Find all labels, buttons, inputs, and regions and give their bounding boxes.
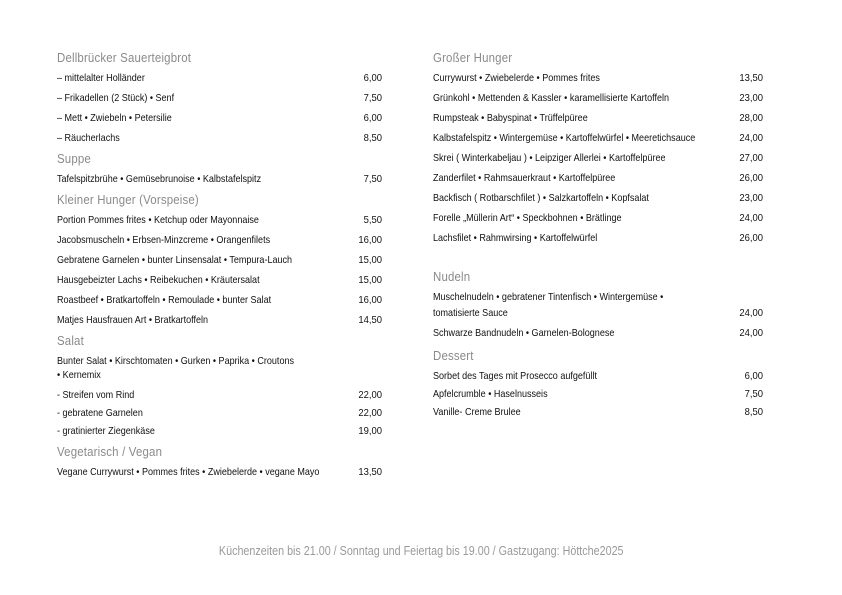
item-price: 6,00: [744, 370, 763, 382]
item-name: Matjes Hausfrauen Art • Bratkartoffeln: [57, 314, 209, 326]
menu-item: [57, 273, 382, 287]
menu-item: [433, 231, 763, 245]
item-price: 6,00: [363, 72, 382, 84]
item-price: 7,50: [744, 388, 763, 400]
menu-item-line1: [433, 290, 763, 304]
item-name: Currywurst • Zwiebelerde • Pommes frites: [433, 72, 600, 84]
item-price: 24,00: [739, 307, 763, 319]
section-dellbruecker: [57, 50, 382, 145]
menu-item: [57, 406, 382, 420]
item-name: Rumpsteak • Babyspinat • Trüffelpüree: [433, 112, 588, 124]
item-price: 8,50: [744, 406, 763, 418]
menu-item: [57, 424, 382, 438]
item-name: – Räucherlachs: [57, 132, 120, 144]
item-price: 22,00: [358, 407, 382, 419]
section-title: Nudeln: [433, 269, 471, 284]
section-title: Vegetarisch / Vegan: [57, 444, 163, 459]
item-name: • Kernemix: [57, 369, 101, 381]
item-name: Lachsfilet • Rahmwirsing • Kartoffelwürfel: [433, 232, 598, 244]
item-price: 27,00: [739, 152, 763, 164]
item-price: 8,50: [363, 132, 382, 144]
item-price: 7,50: [363, 173, 382, 185]
section-title: Dellbrücker Sauerteigbrot: [57, 50, 192, 65]
menu-item: [57, 172, 382, 186]
item-price: 28,00: [739, 112, 763, 124]
item-price: 19,00: [358, 425, 382, 437]
item-price: 26,00: [739, 172, 763, 184]
item-price: 23,00: [739, 92, 763, 104]
item-name: Apfelcrumble • Haselnusseis: [433, 388, 548, 400]
item-name: Jacobsmuscheln • Erbsen-Minzcreme • Orangenfilets: [57, 234, 271, 246]
item-price: 15,00: [358, 254, 382, 266]
section-title: Salat: [57, 333, 84, 348]
menu-item: [433, 151, 763, 165]
menu-item: [433, 171, 763, 185]
item-price: 14,50: [358, 314, 382, 326]
item-price: 22,00: [358, 389, 382, 401]
section-title: Suppe: [57, 151, 91, 166]
section-salat: [57, 333, 382, 438]
item-name: Skrei ( Winterkabeljau ) • Leipziger Allerlei • Kartoffelpüree: [433, 152, 666, 164]
item-price: 15,00: [358, 274, 382, 286]
item-name: Grünkohl • Mettenden & Kassler • karamellisierte Kartoffeln: [433, 92, 670, 104]
menu-item: [433, 306, 763, 320]
menu-item: [433, 369, 763, 383]
item-price: 24,00: [739, 132, 763, 144]
item-name: Roastbeef • Bratkartoffeln • Remoulade • bunter Salat: [57, 294, 272, 306]
item-name: Bunter Salat • Kirschtomaten • Gurken • Paprika • Croutons: [57, 355, 295, 367]
item-price: 5,50: [363, 214, 382, 226]
item-name: Gebratene Garnelen • bunter Linsensalat • Tempura-Lauch: [57, 254, 293, 266]
item-price: 24,00: [739, 327, 763, 339]
menu-item: [57, 91, 382, 105]
menu-item: [57, 71, 382, 85]
item-price: 16,00: [358, 294, 382, 306]
footer-kitchen-hours: [0, 544, 842, 558]
section-suppe: [57, 151, 382, 186]
menu-item: [433, 387, 763, 401]
item-name: - Streifen vom Rind: [57, 389, 135, 401]
item-name: – mittelalter Holländer: [57, 72, 145, 84]
section-grosser-hunger: [433, 50, 763, 245]
item-name: Muschelnudeln • gebratener Tintenfisch • Wintergemüse •: [433, 291, 664, 303]
menu-item: [57, 233, 382, 247]
menu-item: [433, 131, 763, 145]
item-price: 16,00: [358, 234, 382, 246]
item-name: tomatisierte Sauce: [433, 307, 508, 319]
menu-item: [433, 71, 763, 85]
section-title: Großer Hunger: [433, 50, 513, 65]
footer-text: Küchenzeiten bis 21.00 / Sonntag und Feiertag bis 19.00 / Gastzugang: Höttche2025: [218, 544, 624, 558]
menu-item: [57, 253, 382, 267]
menu-item: [433, 405, 763, 419]
menu-item: [57, 213, 382, 227]
item-name: Forelle „Müllerin Art“ • Speckbohnen • Brätlinge: [433, 212, 622, 224]
item-name: Sorbet des Tages mit Prosecco aufgefüllt: [433, 370, 597, 382]
item-price: 13,50: [358, 466, 382, 478]
section-title: Kleiner Hunger (Vorspeise): [57, 192, 199, 207]
menu-item: [433, 191, 763, 205]
item-price: 23,00: [739, 192, 763, 204]
menu-item: [57, 293, 382, 307]
item-name: Vanille- Creme Brulee: [433, 406, 521, 418]
menu-item: [57, 465, 382, 479]
section-title: Dessert: [433, 348, 474, 363]
item-name: Backfisch ( Rotbarschfilet ) • Salzkartoffeln • Kopfsalat: [433, 192, 649, 204]
salat-intro-cont: [57, 368, 382, 382]
menu-item: [433, 111, 763, 125]
menu-item: [57, 313, 382, 327]
section-nudeln: [433, 269, 763, 340]
menu-item: [57, 131, 382, 145]
menu-item: [433, 91, 763, 105]
item-name: Vegane Currywurst • Pommes frites • Zwiebelerde • vegane Mayo: [57, 466, 320, 478]
item-name: – Frikadellen (2 Stück) • Senf: [57, 92, 175, 104]
item-name: – Mett • Zwiebeln • Petersilie: [57, 112, 172, 124]
item-price: 26,00: [739, 232, 763, 244]
salat-intro: [57, 354, 382, 368]
menu-item: [433, 326, 763, 340]
menu-item: [57, 388, 382, 402]
item-price: 24,00: [739, 212, 763, 224]
item-price: 6,00: [363, 112, 382, 124]
item-name: Zanderfilet • Rahmsauerkraut • Kartoffelpüree: [433, 172, 616, 184]
item-name: - gebratene Garnelen: [57, 407, 143, 419]
menu-item: [57, 111, 382, 125]
item-name: Portion Pommes frites • Ketchup oder Mayonnaise: [57, 214, 259, 226]
item-price: 13,50: [739, 72, 763, 84]
menu-right-column: [433, 50, 763, 425]
menu-left-column: [57, 50, 382, 485]
item-name: Schwarze Bandnudeln • Garnelen-Bolognese: [433, 327, 615, 339]
item-name: Kalbstafelspitz • Wintergemüse • Kartoffelwürfel • Meeretichsauce: [433, 132, 696, 144]
menu-item: [433, 211, 763, 225]
item-name: Hausgebeizter Lachs • Reibekuchen • Kräutersalat: [57, 274, 260, 286]
section-dessert: [433, 348, 763, 419]
section-kleiner-hunger: [57, 192, 382, 327]
item-name: - gratinierter Ziegenkäse: [57, 425, 155, 437]
item-price: 7,50: [363, 92, 382, 104]
section-vegetarisch: [57, 444, 382, 479]
item-name: Tafelspitzbrühe • Gemüsebrunoise • Kalbstafelspitz: [57, 173, 262, 185]
